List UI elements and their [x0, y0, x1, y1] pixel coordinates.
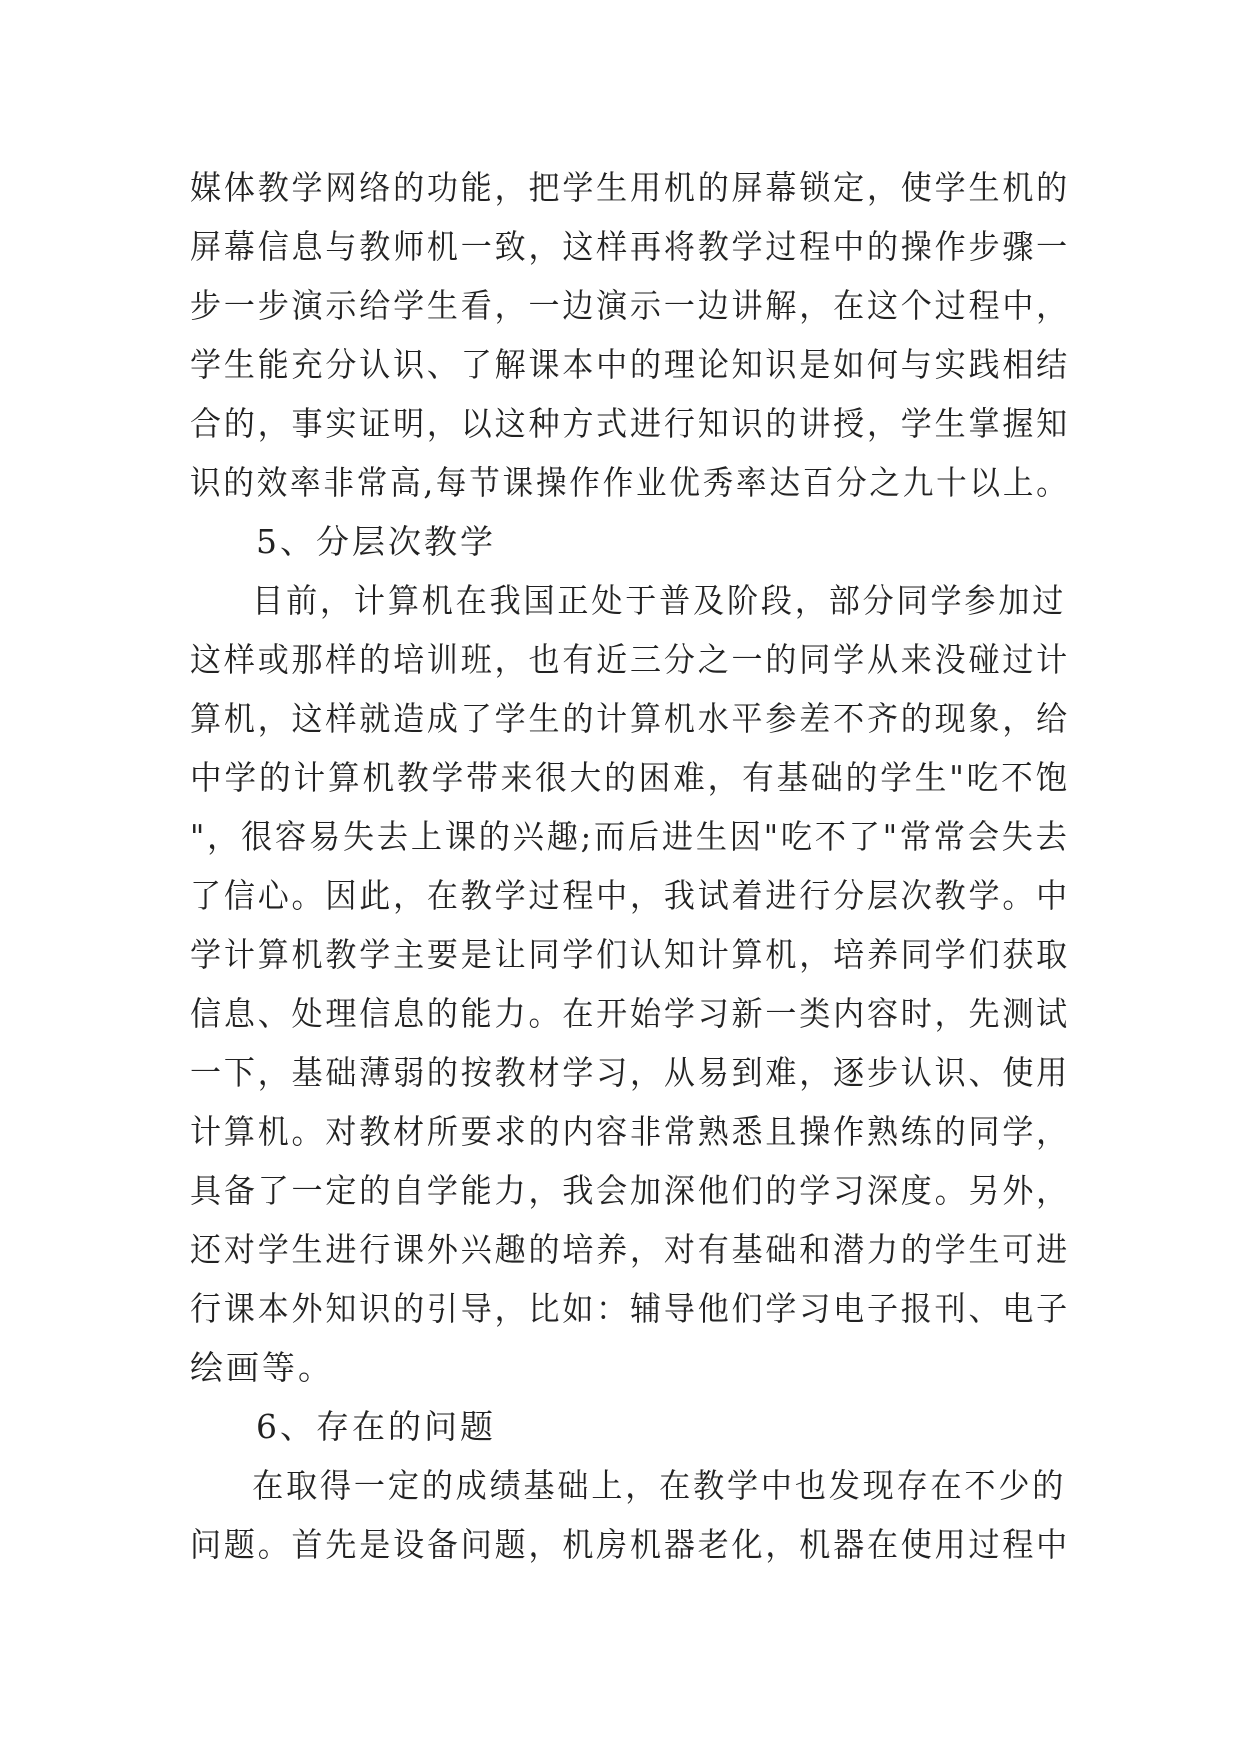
text-line: 信息、处理信息的能力。在开始学习新一类内容时，先测试 [190, 994, 1071, 1033]
text-line: 问题。首先是设备问题，机房机器老化，机器在使用过程中 [190, 1525, 1071, 1564]
text-line: 在取得一定的成绩基础上，在教学中也发现存在不少的 [252, 1466, 1067, 1505]
text-line: 算机，这样就造成了学生的计算机水平参差不齐的现象，给 [190, 699, 1071, 738]
text-line: 还对学生进行课外兴趣的培养，对有基础和潜力的学生可进 [190, 1230, 1071, 1269]
text-line: 学计算机教学主要是让同学们认知计算机，培养同学们获取 [190, 935, 1071, 974]
text-line: 步一步演示给学生看，一边演示一边讲解，在这个过程中， [190, 286, 1071, 325]
text-line: 学生能充分认识、了解课本中的理论知识是如何与实践相结 [190, 345, 1071, 384]
text-line: 5、分层次教学 [256, 522, 496, 561]
text-line: 合的，事实证明，以这种方式进行知识的讲授，学生掌握知 [190, 404, 1071, 443]
text-line: 一下，基础薄弱的按教材学习，从易到难，逐步认识、使用 [190, 1053, 1071, 1092]
text-line: "，很容易失去上课的兴趣;而后进生因"吃不了"常常会失去 [190, 817, 1070, 856]
text-line: 识的效率非常高,每节课操作作业优秀率达百分之九十以上。 [190, 463, 1070, 502]
text-line: 6、存在的问题 [256, 1407, 496, 1446]
text-line: 计算机。对教材所要求的内容非常熟悉且操作熟练的同学， [190, 1112, 1071, 1151]
text-line: 中学的计算机教学带来很大的困难，有基础的学生"吃不饱 [190, 758, 1071, 797]
text-line: 了信心。因此，在教学过程中，我试着进行分层次教学。中 [190, 876, 1071, 915]
text-line: 媒体教学网络的功能，把学生用机的屏幕锁定，使学生机的 [190, 168, 1071, 207]
text-line: 具备了一定的自学能力，我会加深他们的学习深度。另外， [190, 1171, 1071, 1210]
text-line: 屏幕信息与教师机一致，这样再将教学过程中的操作步骤一 [190, 227, 1071, 266]
text-line: 目前，计算机在我国正处于普及阶段，部分同学参加过 [252, 581, 1067, 620]
body-text [190, 158, 1070, 1574]
text-line: 行课本外知识的引导，比如：辅导他们学习电子报刊、电子 [190, 1289, 1071, 1328]
text-line: 这样或那样的培训班，也有近三分之一的同学从来没碰过计 [190, 640, 1071, 679]
text-line: 绘画等。 [190, 1348, 334, 1387]
